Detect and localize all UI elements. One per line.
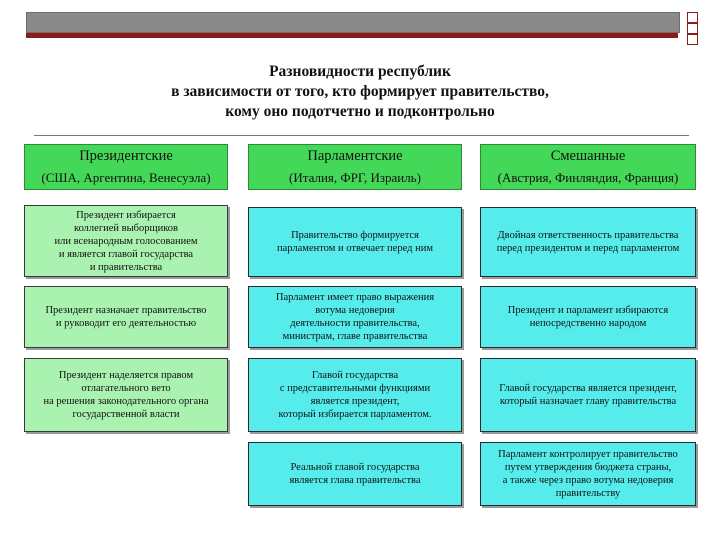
- header-presidential-examples: (США, Аргентина, Венесуэла): [41, 170, 211, 185]
- parliamentary-cell-3: [248, 358, 462, 432]
- mixed-cell-1: [480, 207, 696, 277]
- mixed-cell-3: [480, 358, 696, 432]
- cell-line: Главой государства является президент,: [499, 383, 677, 394]
- cell-line: с представительными функциями: [279, 383, 431, 394]
- cell-line: перед президентом и перед парламентом: [496, 243, 680, 254]
- presidential-cell-2: [24, 286, 228, 348]
- cell-line: Реальной главой государства: [290, 462, 420, 473]
- cell-line: и является главой государства: [58, 248, 194, 260]
- title-line-1: Разновидности республик: [269, 63, 451, 80]
- slide-accent-line: [26, 33, 678, 38]
- corner-square-top: [687, 12, 698, 23]
- cell-line: и правительства: [89, 261, 163, 273]
- parliamentary-cell-1: [248, 207, 462, 277]
- header-parliamentary: [248, 144, 462, 190]
- cell-line: вотума недоверия: [315, 305, 395, 316]
- cell-line: путем утверждения бюджета страны,: [504, 462, 672, 473]
- corner-square-bottom: [687, 34, 698, 45]
- cell-line: который назначает главу правительства: [499, 396, 677, 407]
- slide-title: [60, 62, 660, 122]
- cell-line: парламентом и отвечает перед ним: [277, 243, 433, 254]
- title-line-3: кому оно подотчетно и подконтрольно: [225, 103, 495, 120]
- title-divider: [34, 135, 689, 136]
- cell-line: является глава правительства: [289, 475, 421, 486]
- cell-line: министрам, главе правительства: [282, 331, 428, 342]
- presidential-cell-3: [24, 358, 228, 432]
- cell-line: непосредственно народом: [529, 318, 647, 329]
- header-presidential-name: Президентские: [79, 148, 173, 164]
- corner-square-middle: [687, 23, 698, 34]
- title-line-2: в зависимости от того, кто формирует правительство,: [171, 83, 549, 100]
- cell-line: Правительство формируется: [291, 230, 419, 241]
- cell-line: Президент назначает правительство: [45, 305, 207, 316]
- cell-line: Президент избирается: [76, 209, 176, 221]
- cell-line: Главой государства: [311, 370, 399, 381]
- cell-line: и руководит его деятельностью: [55, 318, 197, 329]
- cell-line: коллегией выборщиков: [74, 222, 178, 234]
- presidential-cell-1: [24, 205, 228, 277]
- cell-line: который избирается парламентом.: [278, 409, 432, 420]
- slide-top-bar: [26, 12, 680, 33]
- header-mixed: [480, 144, 696, 190]
- cell-line: деятельности правительства,: [290, 318, 420, 329]
- cell-line: на решения законодательного органа: [43, 396, 209, 407]
- header-mixed-examples: (Австрия, Финляндия, Франция): [497, 170, 679, 185]
- cell-line: или всенародным голосованием: [54, 235, 198, 247]
- header-mixed-name: Смешанные: [550, 148, 626, 164]
- cell-line: Президент и парламент избираются: [507, 305, 669, 316]
- cell-line: отлагательного вето: [81, 383, 171, 394]
- parliamentary-cell-2: [248, 286, 462, 348]
- cell-line: является президент,: [310, 396, 400, 407]
- mixed-cell-4: [480, 442, 696, 506]
- cell-line: Парламент имеет право выражения: [275, 292, 435, 303]
- mixed-cell-2: [480, 286, 696, 348]
- cell-line: Парламент контролирует правительство: [498, 449, 678, 460]
- header-parliamentary-examples: (Италия, ФРГ, Израиль): [289, 170, 421, 185]
- cell-line: правительству: [555, 488, 621, 499]
- cell-line: государственной власти: [72, 409, 180, 420]
- cell-line: Президент наделяется правом: [58, 370, 194, 381]
- cell-line: Двойная ответственность правительства: [497, 230, 679, 241]
- cell-line: а также через право вотума недоверия: [502, 475, 674, 486]
- header-presidential: [24, 144, 228, 190]
- header-parliamentary-name: Парламентские: [307, 148, 403, 164]
- parliamentary-cell-4: [248, 442, 462, 506]
